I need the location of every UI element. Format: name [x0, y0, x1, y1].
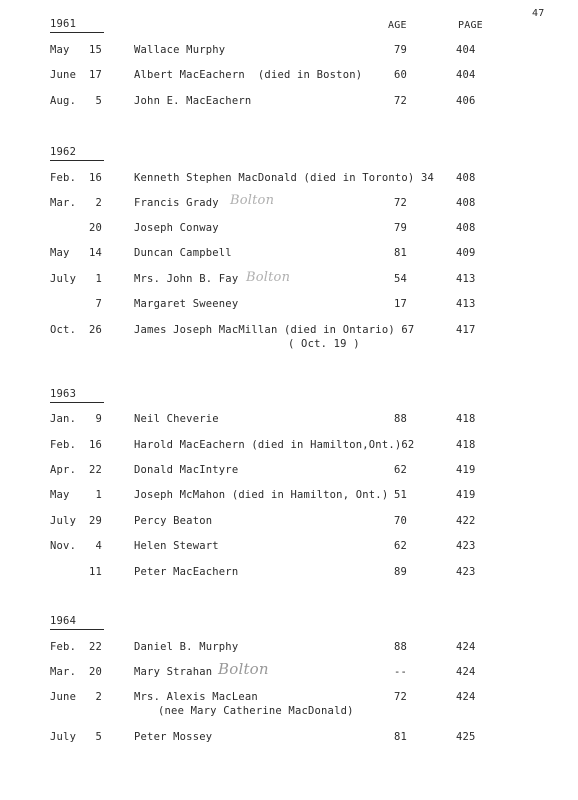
entry-age: 72	[393, 95, 407, 107]
entry-name: Mrs. Alexis MacLean	[134, 691, 258, 703]
entry-page: 422	[456, 515, 476, 527]
page-column-header: PAGE	[458, 20, 483, 31]
entry-day: 16	[88, 439, 102, 451]
year-heading: 1962	[50, 146, 104, 161]
entry-page: 404	[456, 69, 476, 81]
entry-page: 424	[456, 641, 476, 653]
entry-day: 1	[95, 489, 102, 501]
entry-row	[0, 172, 578, 186]
handwritten-annotation: Bolton	[246, 270, 291, 285]
entry-name: Percy Beaton	[134, 515, 213, 527]
entry-name: Wallace Murphy	[134, 44, 226, 56]
entry-age: 88	[393, 413, 407, 425]
entry-age: 88	[393, 641, 407, 653]
entry-row	[0, 641, 578, 655]
entry-continuation: (nee Mary Catherine MacDonald)	[158, 705, 354, 717]
entry-month: Nov.	[50, 540, 77, 552]
entry-page: 413	[456, 273, 476, 285]
entry-day: 5	[95, 731, 102, 743]
entry-month: June	[50, 691, 77, 703]
entry-name: Peter MacEachern	[134, 566, 239, 578]
entry-row	[0, 298, 578, 312]
entry-age: 72	[393, 197, 407, 209]
entry-age: 89	[393, 566, 407, 578]
entry-row	[0, 489, 578, 503]
handwritten-annotation: Bolton	[230, 193, 275, 208]
entry-month: Mar.	[50, 197, 77, 209]
entry-page: 419	[456, 489, 476, 501]
entry-day: 15	[88, 44, 102, 56]
entry-page: 425	[456, 731, 476, 743]
entry-row	[0, 247, 578, 261]
entry-row	[0, 69, 578, 83]
entry-page: 408	[456, 222, 476, 234]
entry-name: James Joseph MacMillan (died in Ontario) 67	[134, 324, 415, 336]
entry-day: 2	[95, 691, 102, 703]
entry-day: 16	[88, 172, 102, 184]
entry-name: Duncan Campbell	[134, 247, 232, 259]
entry-continuation: ( Oct. 19 )	[288, 338, 360, 350]
entry-page: 404	[456, 44, 476, 56]
entry-page: 406	[456, 95, 476, 107]
entry-age: 62	[393, 464, 407, 476]
entry-age: 62	[393, 540, 407, 552]
entry-month: Feb.	[50, 439, 77, 451]
entry-row	[0, 193, 578, 211]
entry-page: 413	[456, 298, 476, 310]
entry-page: 417	[456, 324, 476, 336]
handwritten-annotation: Bolton	[218, 660, 269, 678]
entry-month: July	[50, 273, 77, 285]
entry-month: Feb.	[50, 641, 77, 653]
entry-day: 11	[88, 566, 102, 578]
entry-age: --	[393, 666, 407, 678]
entry-month: June	[50, 69, 77, 81]
entry-day: 29	[88, 515, 102, 527]
entry-month: Aug.	[50, 95, 77, 107]
entry-age: 79	[393, 222, 407, 234]
entry-name: Albert MacEachern (died in Boston)	[134, 69, 363, 81]
entry-row	[0, 222, 578, 236]
entry-day: 7	[95, 298, 102, 310]
entry-month: Feb.	[50, 172, 77, 184]
entry-month: Jan.	[50, 413, 77, 425]
entry-age: 51	[393, 489, 407, 501]
age-column-header: AGE	[388, 20, 407, 31]
entry-page: 408	[456, 172, 476, 184]
entry-name: John E. MacEachern	[134, 95, 252, 107]
entry-page: 418	[456, 413, 476, 425]
entry-day: 1	[95, 273, 102, 285]
entry-row	[0, 413, 578, 427]
entry-name: Joseph McMahon (died in Hamilton, Ont.)	[134, 489, 389, 501]
entry-name: Helen Stewart	[134, 540, 219, 552]
entry-name: Donald MacIntyre	[134, 464, 239, 476]
entry-row	[0, 324, 578, 338]
entry-day: 22	[88, 464, 102, 476]
entry-month: May	[50, 489, 70, 501]
entry-name: Peter Mossey	[134, 731, 213, 743]
entry-page: 409	[456, 247, 476, 259]
entry-name: Joseph Conway	[134, 222, 219, 234]
entry-row	[0, 44, 578, 58]
entry-month: July	[50, 515, 77, 527]
entry-day: 2	[95, 197, 102, 209]
entry-month: May	[50, 247, 70, 259]
entry-row	[0, 270, 578, 287]
entry-day: 20	[88, 222, 102, 234]
entry-day: 26	[88, 324, 102, 336]
entry-age: 17	[393, 298, 407, 310]
page-number: 47	[532, 8, 545, 19]
entry-row	[0, 566, 578, 580]
entry-name: Daniel B. Murphy	[134, 641, 239, 653]
entry-name: Kenneth Stephen MacDonald (died in Toronto) 34	[134, 172, 434, 184]
entry-row	[0, 464, 578, 478]
entry-month: Apr.	[50, 464, 77, 476]
entry-row	[0, 731, 578, 745]
entry-name: Neil Cheverie	[134, 413, 219, 425]
entry-name: Mrs. John B. Fay	[134, 273, 239, 285]
entry-age: 60	[393, 69, 407, 81]
entry-day: 20	[88, 666, 102, 678]
entry-page: 424	[456, 691, 476, 703]
entry-month: July	[50, 731, 77, 743]
entry-day: 4	[95, 540, 102, 552]
entry-age: 81	[393, 731, 407, 743]
entry-month: May	[50, 44, 70, 56]
entry-page: 424	[456, 666, 476, 678]
entry-page: 408	[456, 197, 476, 209]
entry-day: 5	[95, 95, 102, 107]
entry-page: 418	[456, 439, 476, 451]
entry-name: Francis Grady	[134, 197, 219, 209]
entry-day: 22	[88, 641, 102, 653]
entry-row	[0, 691, 578, 705]
entry-age: 72	[393, 691, 407, 703]
year-heading: 1961	[50, 18, 104, 33]
entry-day: 9	[95, 413, 102, 425]
entry-age: 70	[393, 515, 407, 527]
entry-row	[0, 439, 578, 453]
year-heading: 1964	[50, 615, 104, 630]
entry-row	[0, 515, 578, 529]
entry-name: Margaret Sweeney	[134, 298, 239, 310]
entry-day: 14	[88, 247, 102, 259]
entry-month: Oct.	[50, 324, 77, 336]
entry-name: Harold MacEachern (died in Hamilton,Ont.)62	[134, 439, 415, 451]
entry-day: 17	[88, 69, 102, 81]
entry-page: 419	[456, 464, 476, 476]
entry-page: 423	[456, 540, 476, 552]
year-heading: 1963	[50, 388, 104, 403]
entry-age: 54	[393, 273, 407, 285]
entry-row	[0, 540, 578, 554]
entry-name: Mary Strahan	[134, 666, 213, 678]
entry-age: 81	[393, 247, 407, 259]
entry-age: 79	[393, 44, 407, 56]
entry-row	[0, 95, 578, 109]
entry-month: Mar.	[50, 666, 77, 678]
entry-page: 423	[456, 566, 476, 578]
entry-row	[0, 660, 578, 680]
